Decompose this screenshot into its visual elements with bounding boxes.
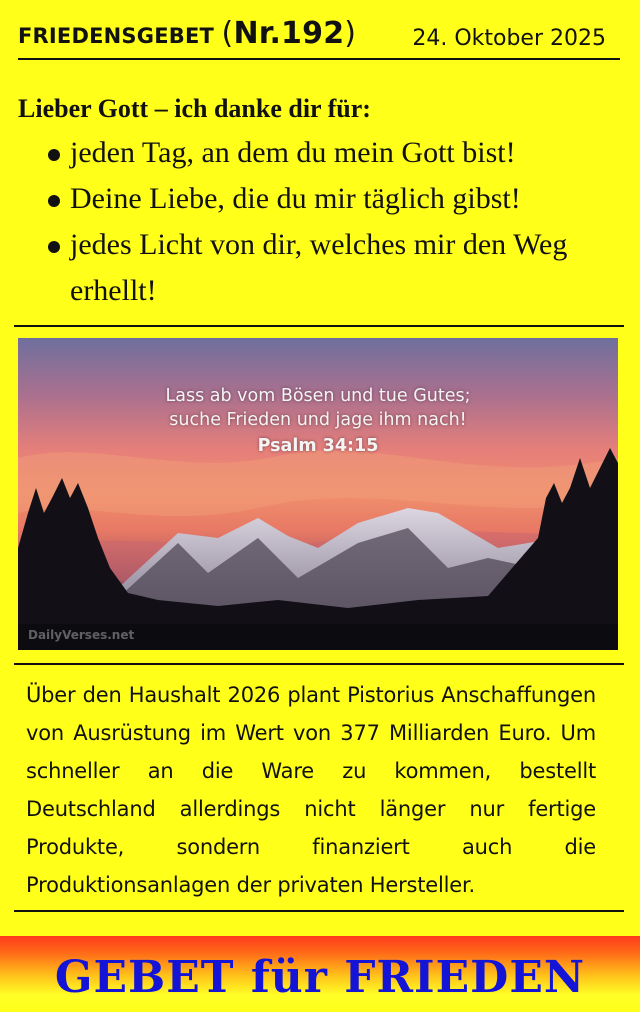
bullet-icon	[48, 241, 60, 253]
list-item-text: jeden Tag, an dem du mein Gott bist!	[70, 136, 516, 169]
verse-image	[18, 338, 618, 650]
divider	[14, 910, 624, 912]
issue-number: Nr.192	[233, 16, 345, 51]
header-paren-close: )	[344, 16, 357, 51]
thanks-section	[18, 94, 618, 314]
news-paragraph: Über den Haushalt 2026 plant Pistorius Anschaffungen von Ausrüstung im Wert von 377 Milliarden Euro. Um schneller an die Ware zu kommen, bestellt Deutschland allerdings nicht länger nur fertige Produkte, sondern finanziert auch die Produktionsanlagen der privaten Hersteller.	[26, 683, 596, 897]
header-title-group	[18, 16, 356, 51]
issue-date: 24. Oktober 2025	[412, 26, 606, 51]
bullet-icon	[48, 195, 60, 207]
verse-text	[18, 384, 618, 458]
list-item	[18, 222, 618, 314]
list-item	[18, 130, 618, 176]
cloud-band	[18, 451, 618, 516]
thanks-intro: Lieber Gott – ich danke dir für:	[18, 94, 371, 123]
header-title: FRIEDENSGEBET	[18, 24, 215, 48]
footer-title: GEBET für FRIEDEN	[54, 951, 586, 1003]
list-item-text: jedes Licht von dir, welches mir den Weg erhellt!	[70, 228, 568, 307]
verse-line: Lass ab vom Bösen und tue Gutes;	[165, 386, 471, 406]
divider	[14, 325, 624, 327]
thanks-list	[18, 130, 618, 314]
header-paren-open: (	[221, 16, 234, 51]
verse-line: suche Frieden und jage ihm nach!	[169, 410, 467, 430]
list-item	[18, 176, 618, 222]
bullet-icon	[48, 149, 60, 161]
verse-reference: Psalm 34:15	[257, 436, 379, 456]
header	[18, 14, 620, 60]
list-item-text: Deine Liebe, die du mir täglich gibst!	[70, 182, 521, 215]
divider	[14, 663, 624, 665]
watermark: DailyVerses.net	[28, 628, 135, 642]
footer-banner	[0, 936, 640, 1012]
